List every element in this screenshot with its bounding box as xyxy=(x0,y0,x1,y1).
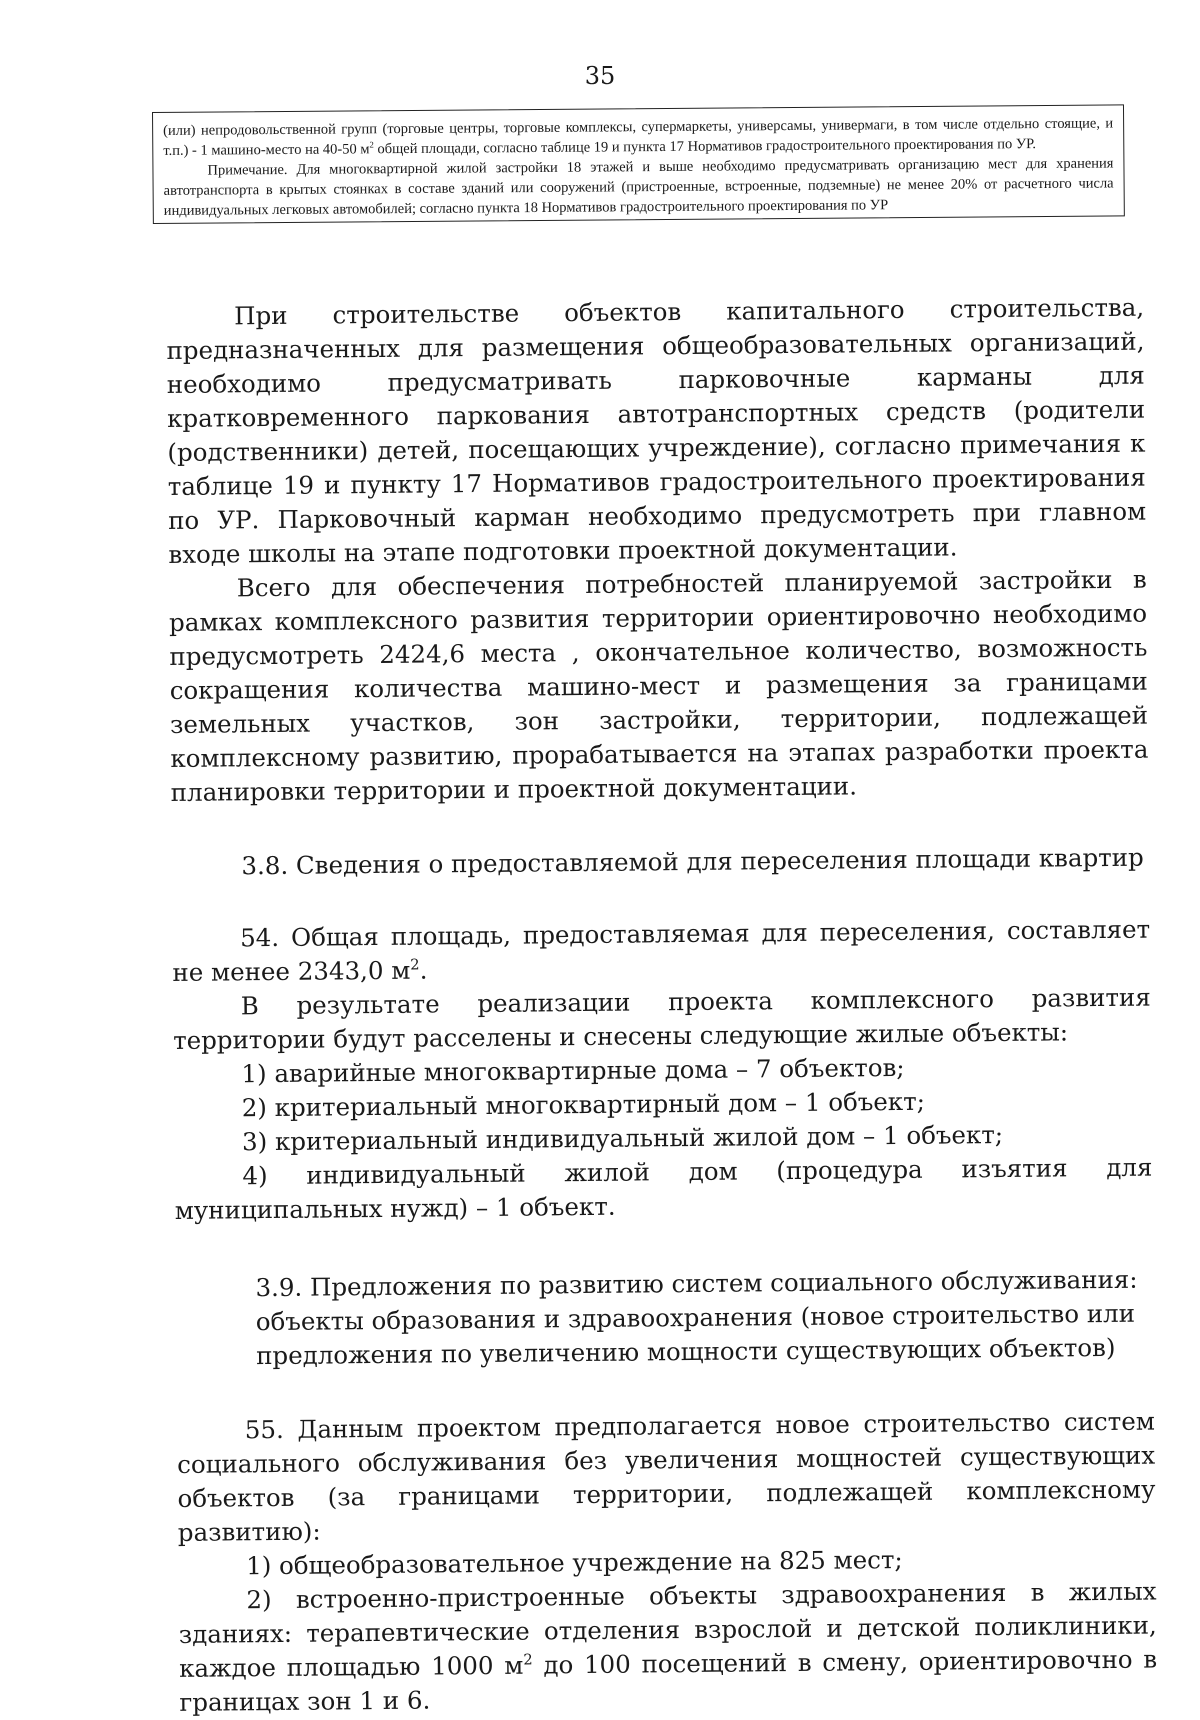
section-heading-3-9: 3.9. Предложения по развитию систем социального обслуживания: объекты образования и здравоохранения (новое строительство или предложения по увеличению мощности существующих объектов) xyxy=(255,1264,1138,1371)
paragraph-parking-schools: При строительстве объектов капитального строительства, предназначенных для размещения общеобразовательных организаций, необходимо предусматривать парковочные карманы для кратковременного паркования автотранспортных средств (родители (родственники) детей, посещающих учреждение), согласно примечания к таблице 19 и пункту 17 Нормативов градостроительного проектирования по УР. Парковочный карман необходимо предусмотреть при главном входе школы на этапе подготовки проектной документации. xyxy=(166,292,1147,569)
list-item: 2) критериальный многоквартирный дом – 1 объект; xyxy=(241,1086,926,1123)
page-number: 35 xyxy=(584,62,616,90)
note-box-text: (или) непродовольственной групп (торговые центры, торговые комплексы, супермаркеты, универсамы, универмаги, в том числе отдельно стоящие, и т.п.) - 1 машино-место на 40-50 $м^2$ общей площади, согласно таблице 19 и пункта 17 Нормативов градостроительного проектирования по УР. xyxy=(163,115,1114,159)
paragraph-54: 54. Общая площадь, предоставляемая для переселения, составляет не менее 2343,0 $м^2$. xyxy=(172,914,1151,987)
paragraph-54-resettlement: В результате реализации проекта комплексного развития территории будут расселены и снесены следующие жилые объекты: xyxy=(172,982,1151,1055)
list-item: 3) критериальный индивидуальный жилой дом – 1 объект; xyxy=(241,1120,1004,1157)
section-heading-3-8: 3.8. Сведения о предоставляемой для переселения площади квартир xyxy=(241,842,1144,881)
note-box-remark: Примечание. Для многоквартирной жилой застройки 18 этажей и выше необходимо предусматривать организацию мест для хранения автотранспорта в крытых стоянках в составе зданий или сооружений (пристроенные, встроенные, подземные) не менее 20% от расчетного числа индивидуальных легковых автомобилей; согласно пункта 18 Нормативов градостроительного проектирования по УР xyxy=(163,155,1114,219)
document-body xyxy=(166,291,1158,1720)
note-box xyxy=(152,104,1125,224)
list-item: 2) встроенно-пристроенные объекты здравоохранения в жилых зданиях: терапевтические отделения взрослой и детской поликлиники, каждое площадью 1000 $м^2$ до 100 посещений в смену, ориентировочно в границах зон 1 и 6. xyxy=(178,1576,1158,1717)
list-item: 4) индивидуальный жилой дом (процедура изъятия для муниципальных нужд) – 1 объект. xyxy=(174,1152,1153,1225)
list-item: 1) аварийные многоквартирные дома – 7 объектов; xyxy=(241,1052,905,1089)
paragraph-total-parking: Всего для обеспечения потребностей планируемой застройки в рамках комплексного развития территории ориентировочно необходимо предусмотреть 2424,6 места , окончательное количество, возможность сокращения количества машино-мест и размещения за границами земельных участков, зон застройки, территории, подлежащей комплексному развитию, прорабатывается на этапах разработки проекта планировки территории и проектной документации. xyxy=(168,564,1149,807)
paragraph-55: 55. Данным проектом предполагается новое строительство систем социального обслуживания без увеличения мощностей существующих объектов (за границами территории, подлежащей комплексному развитию): xyxy=(177,1406,1156,1547)
list-item: 1) общеобразовательное учреждение на 825 мест; xyxy=(246,1544,903,1581)
